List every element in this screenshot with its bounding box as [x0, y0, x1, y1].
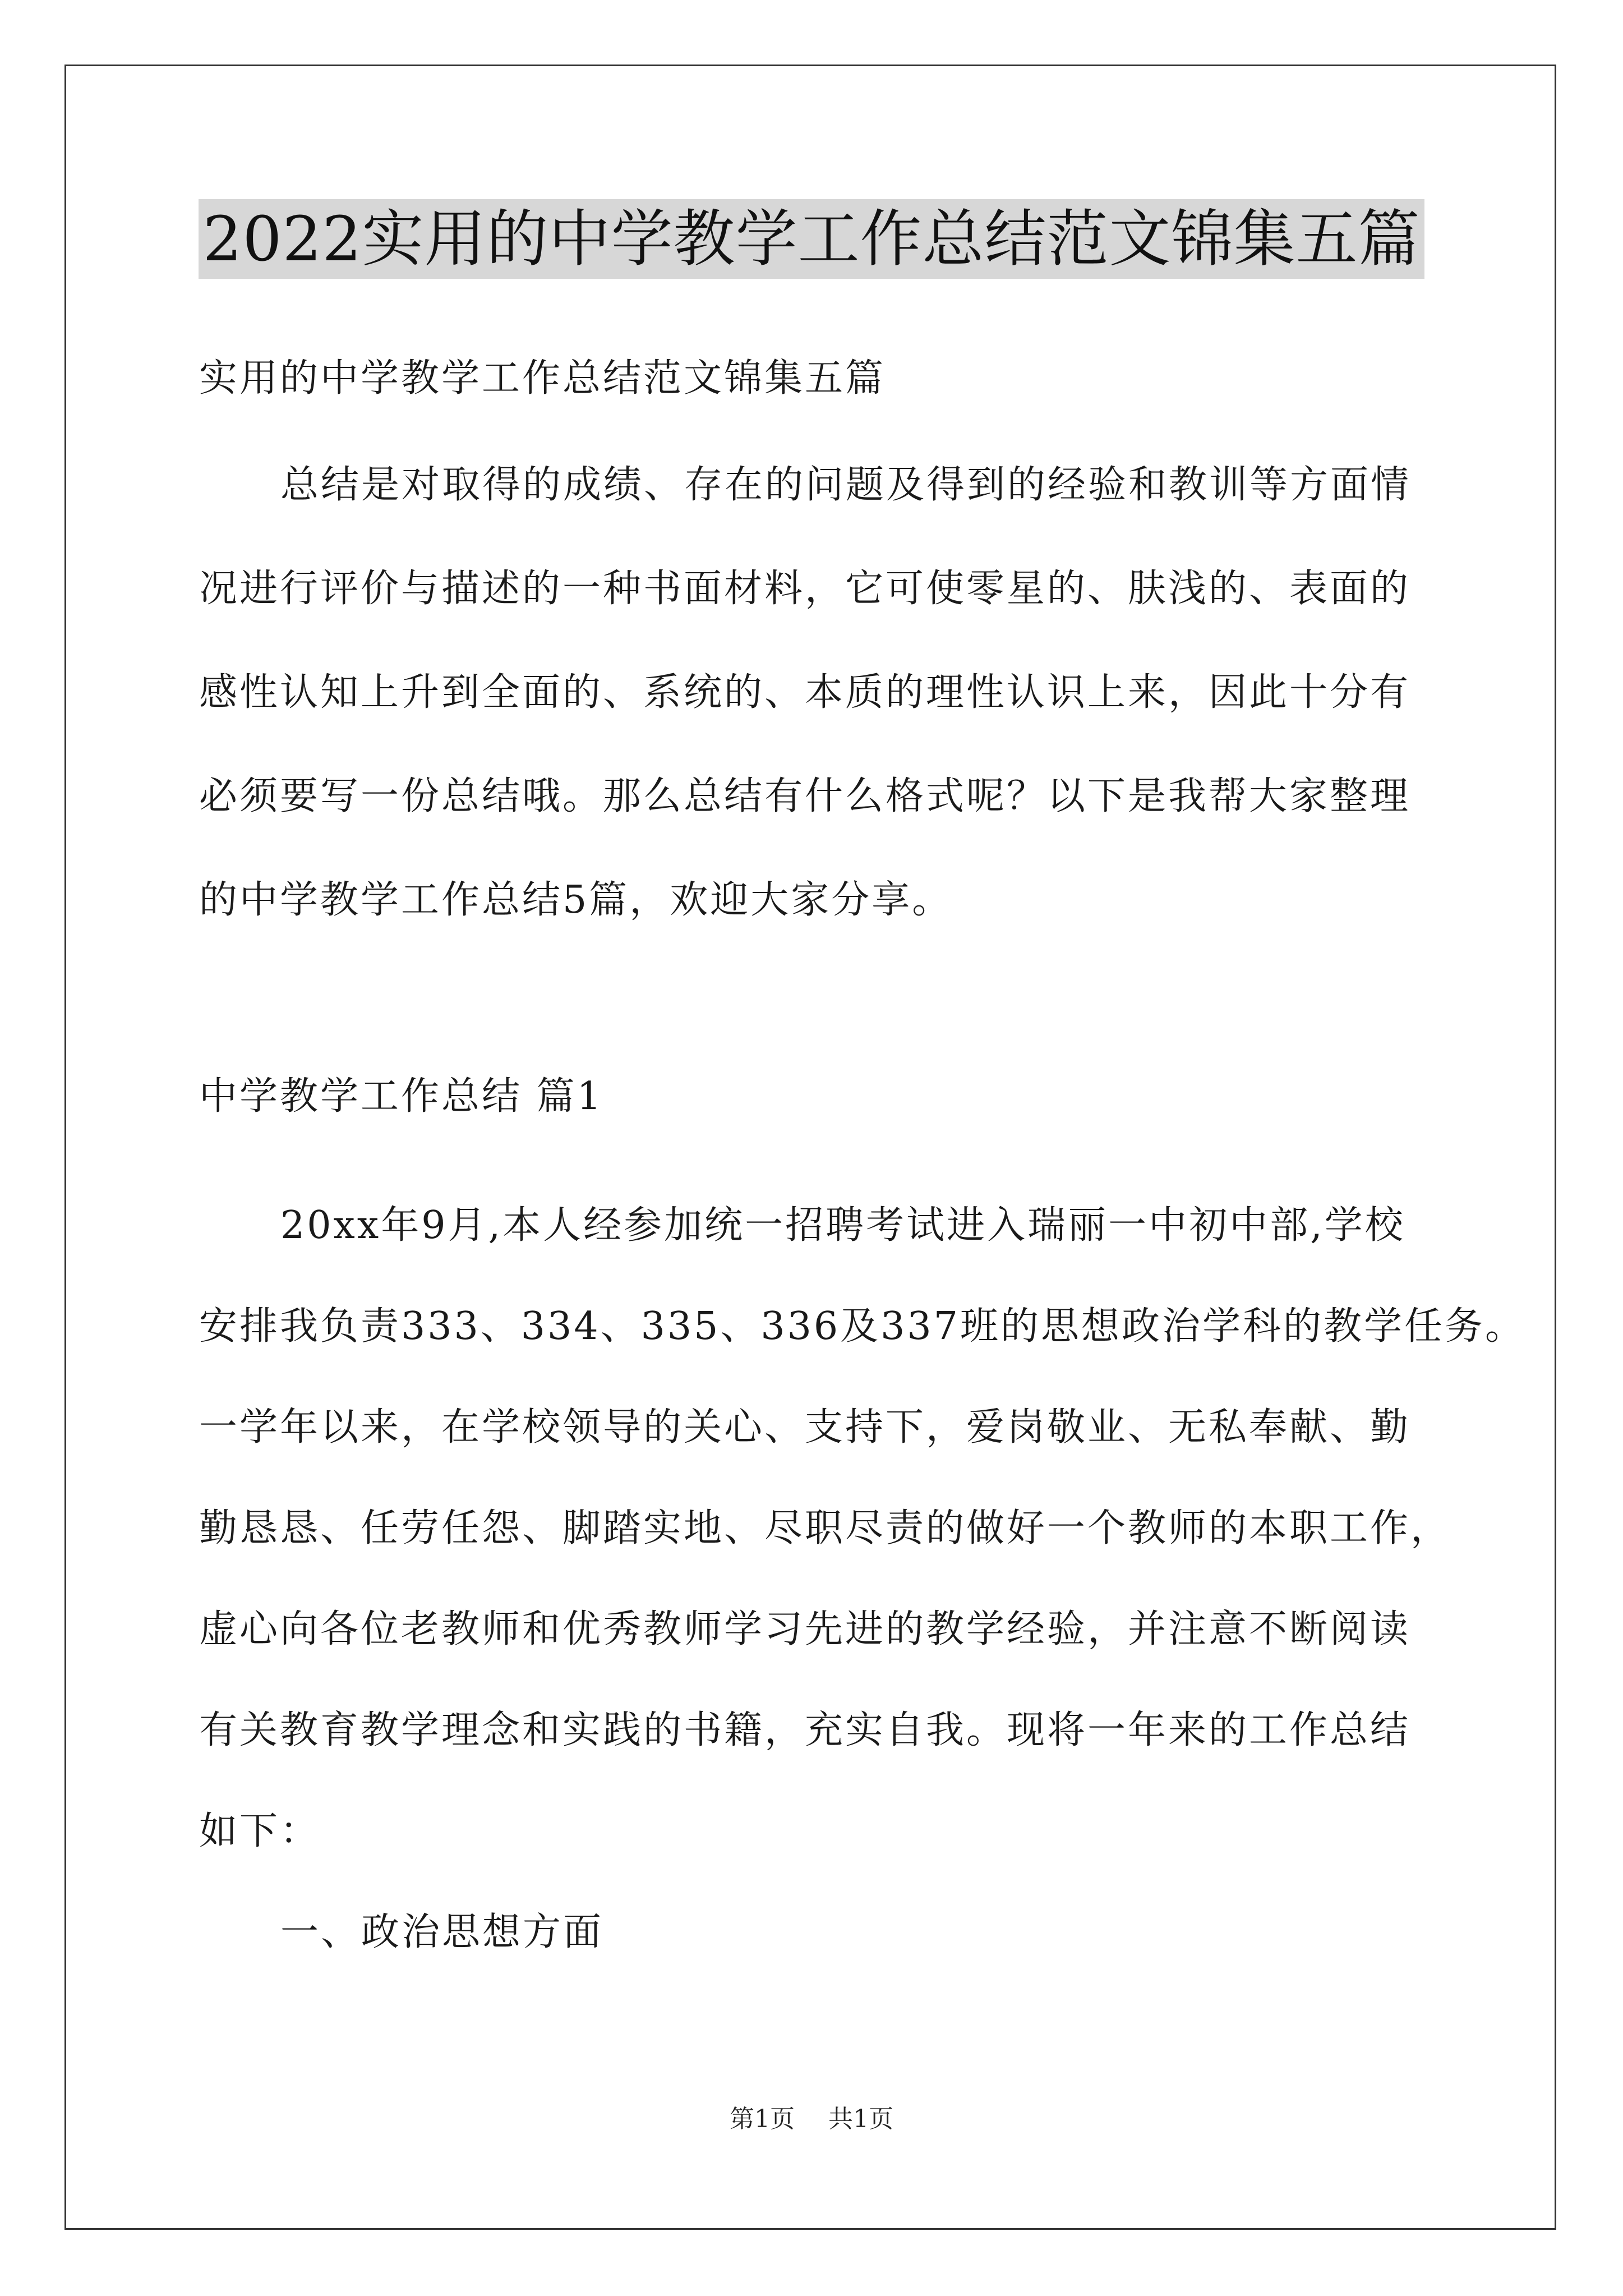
title-container [0, 199, 1623, 279]
section-heading: 中学教学工作总结 篇1 [199, 1074, 603, 1119]
section-line: 安排我负责333、334、335、336及337班的思想政治学科的教学任务。 [199, 1304, 1525, 1349]
section-line: 勤恳恳、任劳任怨、脚踏实地、尽职尽责的做好一个教师的本职工作， [199, 1506, 1451, 1550]
intro-line: 况进行评价与描述的一种书面材料，它可使零星的、肤浅的、表面的 [199, 567, 1411, 611]
section-line: 如下： [199, 1809, 321, 1853]
intro-line: 总结是对取得的成绩、存在的问题及得到的经验和教训等方面情 [280, 463, 1412, 507]
section-line: 20xx年9月,本人经参加统一招聘考试进入瑞丽一中初中部,学校 [280, 1203, 1405, 1248]
subsection-heading: 一、政治思想方面 [280, 1910, 604, 1954]
section-line: 一学年以来，在学校领导的关心、支持下，爱岗敬业、无私奉献、勤 [199, 1405, 1411, 1450]
page-footer [0, 2105, 1623, 2134]
document-subtitle: 实用的中学教学工作总结范文锦集五篇 [199, 356, 886, 401]
intro-line: 必须要写一份总结哦。那么总结有什么格式呢？以下是我帮大家整理 [199, 774, 1411, 818]
page-number-total: 共1页 [828, 2105, 893, 2133]
section-line: 有关教育教学理念和实践的书籍，充实自我。现将一年来的工作总结 [199, 1708, 1411, 1752]
section-line: 虚心向各位老教师和优秀教师学习先进的教学经验，并注意不断阅读 [199, 1607, 1411, 1651]
document-title: 2022实用的中学教学工作总结范文锦集五篇 [199, 199, 1425, 279]
page-number-current: 第1页 [730, 2105, 795, 2133]
intro-line: 的中学教学工作总结5篇，欢迎大家分享。 [199, 878, 953, 922]
intro-line: 感性认知上升到全面的、系统的、本质的理性认识上来，因此十分有 [199, 670, 1411, 715]
